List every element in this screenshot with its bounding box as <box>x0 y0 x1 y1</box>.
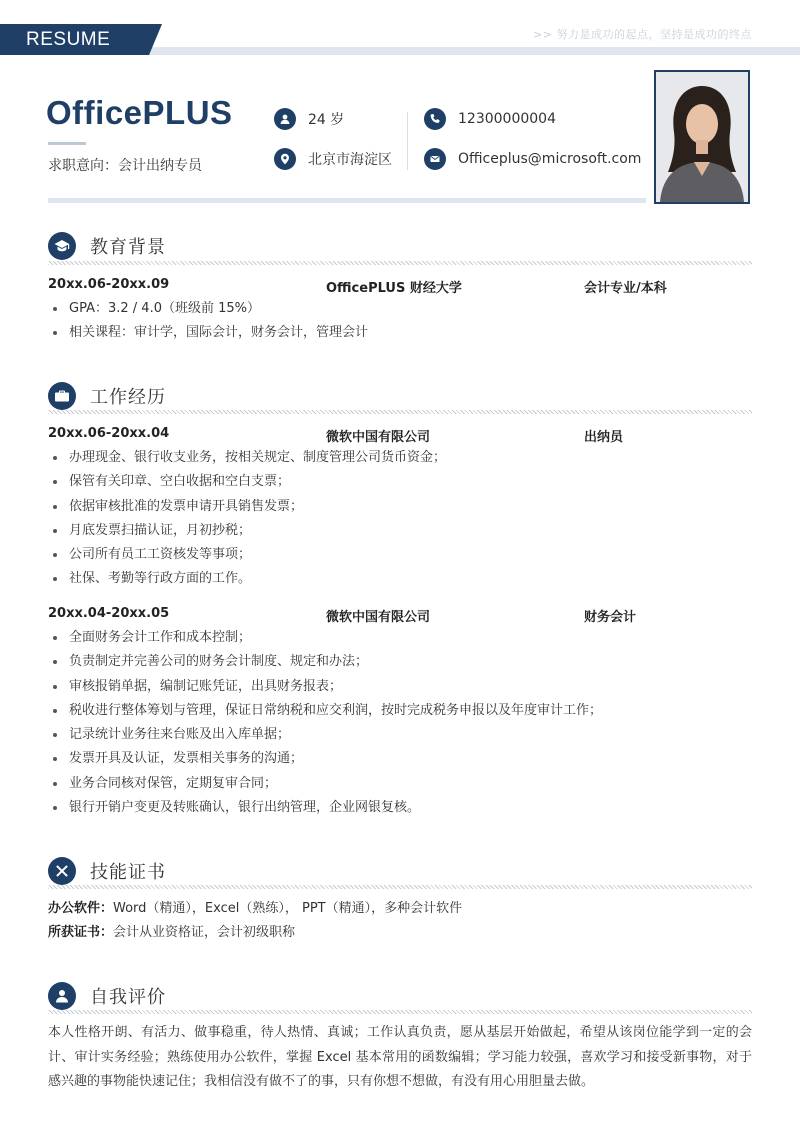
job-row-1 <box>48 426 752 446</box>
work-title: 工作经历 <box>90 387 166 408</box>
skills-rule <box>48 885 752 889</box>
certificates <box>48 921 295 945</box>
phone-text: 12300000004 <box>458 111 556 127</box>
profile-photo <box>654 70 750 204</box>
skills-title: 技能证书 <box>90 862 166 883</box>
email-info <box>424 148 641 170</box>
candidate-name: OfficePLUS <box>46 94 233 131</box>
tools-icon <box>48 857 76 885</box>
list-item: 发票开具及认证，发票相关事务的沟通； <box>52 747 752 771</box>
list-item: 全面财务会计工作和成本控制； <box>52 626 752 650</box>
self-header <box>48 982 166 1010</box>
education-header <box>48 232 166 260</box>
job-role: 出纳员 <box>584 430 624 445</box>
list-item: 税收进行整体筹划与管理，保证日常纳税和应交利润，按时完成税务申报以及年度审计工作； <box>52 699 752 723</box>
work-header <box>48 382 166 410</box>
cert-label: 所获证书： <box>48 925 114 940</box>
email-text: Officeplus@microsoft.com <box>458 151 642 167</box>
skills-header <box>48 857 166 885</box>
job-company: 微软中国有限公司 <box>326 430 431 445</box>
list-item: 办理现金、银行收支业务，按相关规定、制度管理公司货币资金； <box>52 446 752 470</box>
user-icon <box>274 108 296 130</box>
education-list <box>52 297 752 346</box>
self-rule <box>48 1010 752 1014</box>
list-item: 相关课程：审计学，国际会计，财务会计，管理会计 <box>52 321 752 345</box>
briefcase-icon <box>48 382 76 410</box>
phone-info <box>424 108 556 130</box>
graduation-cap-icon <box>48 232 76 260</box>
education-major: 会计专业/本科 <box>584 281 667 296</box>
education-date: 20xx.06-20xx.09 <box>48 277 170 292</box>
age-text: 24 岁 <box>308 112 345 128</box>
motto: >> 努力是成功的起点，坚持是成功的终点 <box>533 28 752 41</box>
list-item: GPA：3.2 / 4.0（班级前 15%） <box>52 297 752 321</box>
person-icon <box>48 982 76 1010</box>
self-evaluation-text: 本人性格开朗、有活力、做事稳重，待人热情、真诚；工作认真负责，愿从基层开始做起，希望从该岗位能学到一定的会计、审计实务经验；熟练使用办公软件，掌握 Excel 基本常用的函数编辑；学习能力较强，喜欢学习和接受新事物，对于感兴趣的事物能快速记住；我相信没有做不了的事，只有你想不想做，有没有用心用胆量去做。 <box>48 1025 752 1089</box>
software-label: 办公软件： <box>48 901 114 916</box>
location-pin-icon <box>274 148 296 170</box>
software-value: Word（精通），Excel（熟练）， PPT（精通），多种会计软件 <box>113 901 463 916</box>
info-separator <box>407 112 408 170</box>
header-rule <box>48 198 646 203</box>
list-item: 社保、考勤等行政方面的工作。 <box>52 567 752 591</box>
list-item: 记录统计业务往来台账及出入库单据； <box>52 723 752 747</box>
software-skills <box>48 897 462 921</box>
phone-icon <box>424 108 446 130</box>
list-item: 银行开销户变更及转账确认，银行出纳管理，企业网银复核。 <box>52 796 752 820</box>
list-item: 审核报销单据，编制记账凭证，出具财务报表； <box>52 675 752 699</box>
education-row <box>48 277 752 297</box>
education-title: 教育背景 <box>90 237 166 258</box>
work-rule <box>48 410 752 414</box>
job-1-duties <box>52 446 752 592</box>
job-date: 20xx.04-20xx.05 <box>48 606 170 621</box>
list-item: 依据审核批准的发票申请开具销售发票； <box>52 495 752 519</box>
education-rule <box>48 261 752 265</box>
portrait-illustration <box>656 72 748 202</box>
cert-value: 会计从业资格证，会计初级职称 <box>113 925 296 940</box>
location-info <box>274 148 392 170</box>
job-2-duties <box>52 626 752 820</box>
job-company: 微软中国有限公司 <box>326 610 431 625</box>
job-date: 20xx.06-20xx.04 <box>48 426 170 441</box>
list-item: 保管有关印章、空白收据和空白支票； <box>52 470 752 494</box>
education-school: OfficePLUS 财经大学 <box>326 281 462 296</box>
list-item: 月底发票扫描认证，月初抄税； <box>52 519 752 543</box>
job-intent: 求职意向：会计出纳专员 <box>48 158 202 174</box>
location-text: 北京市海淀区 <box>308 152 392 168</box>
list-item: 业务合同核对保管，定期复审合同； <box>52 772 752 796</box>
self-title: 自我评价 <box>90 987 166 1008</box>
name-underline <box>48 142 86 145</box>
age-info <box>274 108 344 130</box>
mail-icon <box>424 148 446 170</box>
job-role: 财务会计 <box>584 610 637 625</box>
resume-tag-text: RESUME <box>26 29 111 50</box>
list-item: 负责制定并完善公司的财务会计制度、规定和办法； <box>52 650 752 674</box>
job-row-2 <box>48 606 752 626</box>
list-item: 公司所有员工工资核发等事项； <box>52 543 752 567</box>
top-banner <box>0 0 800 56</box>
